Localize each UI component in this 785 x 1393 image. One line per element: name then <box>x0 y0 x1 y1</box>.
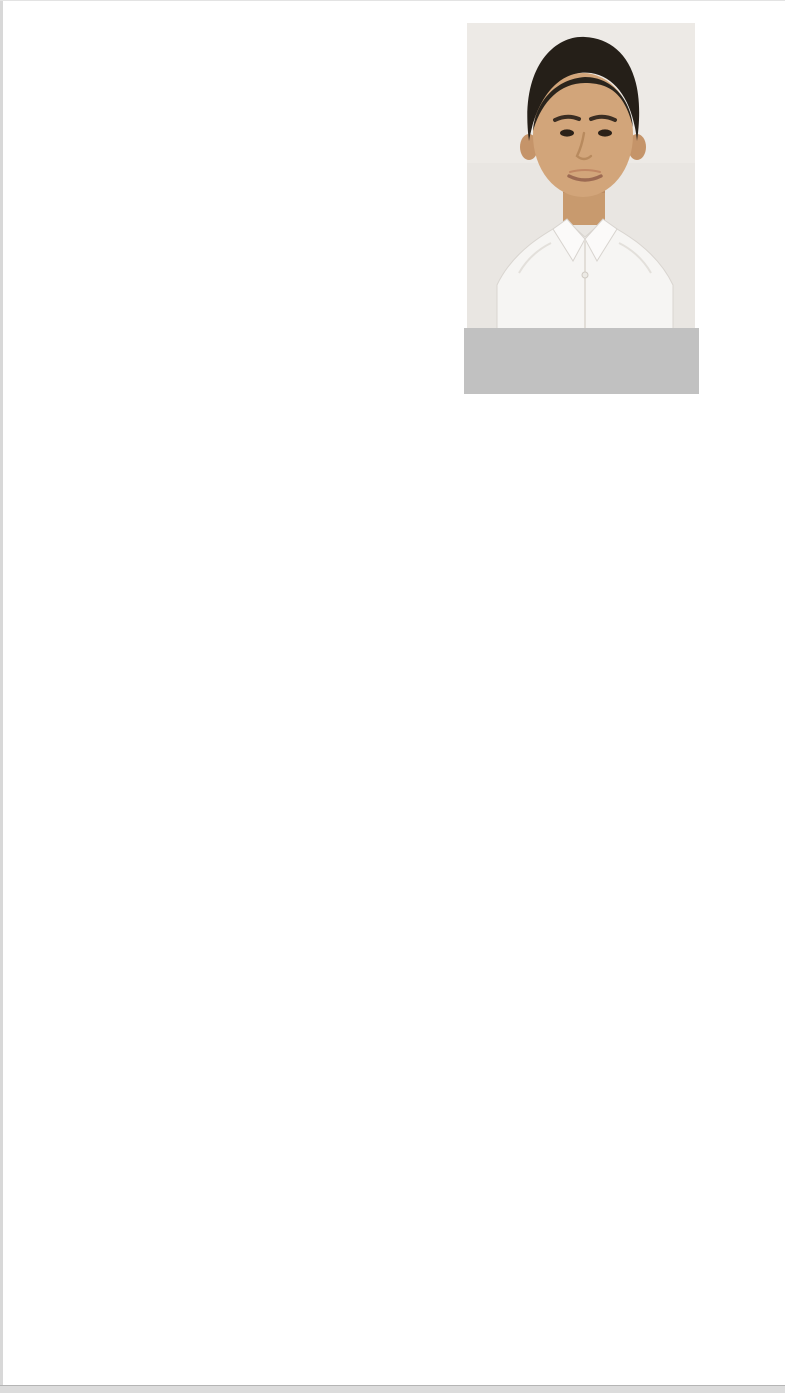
right-column <box>458 348 728 396</box>
page-edge-left <box>0 0 3 1393</box>
page-edge-top <box>0 0 785 1</box>
portrait-photo <box>467 23 695 345</box>
wave-decoration-bottom <box>0 1185 785 1393</box>
left-column <box>45 348 437 386</box>
page-edge-bottom <box>0 1385 785 1393</box>
